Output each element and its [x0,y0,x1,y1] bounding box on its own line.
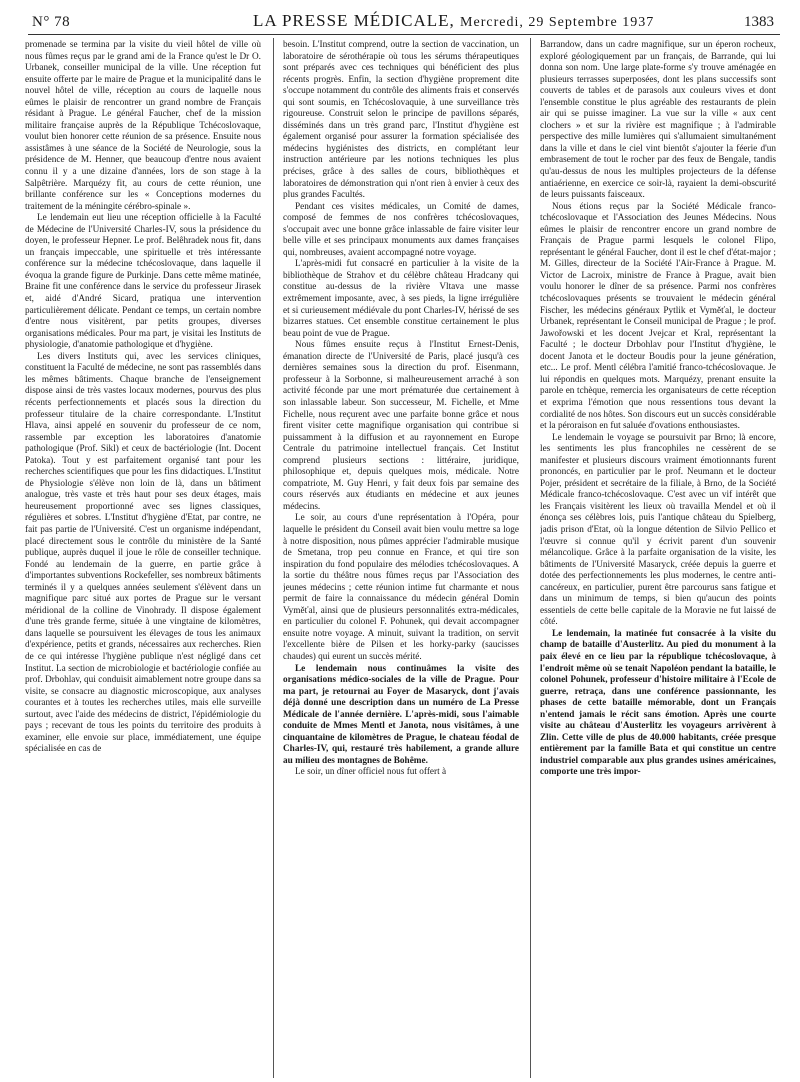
text-column-1 [25,40,261,1076]
paragraph: Nous étions reçus par la Société Médicale franco-tchécoslovaque et l'Association des Jeunes Médecins. Nous eûmes le plaisir de rencontrer encore un grand nombre de Français de Prague parmi lesquels le colonel Flipo, représentant le général Faucher, dont il est le chef d'état-major ; M. Gilles, directeur de la Société l'Air-France à Prague. M. Victor de Lacroix, ministre de France à Prague, avait bien voulu honorer le dîner de sa présence. Parmi nos confrères tchécoslovaques présents se trouvaient le médecin général Fischer, les médecins généraux Pytlik et Vyměťal, le docteur Urbanek, représentant le Conseil municipal de Prague ; le prof. Jawořowski et les docent Jvejcar et Kral, représentant la Faculté ; le docteur Drbohlav pour l'Institut d'hygiène, le docent Janota et le docteur Boudis pour la jeune génération, etc... Le prof. Mentl célébra l'amitié franco-tchécoslovaque. Je lui répondis en quelques mots. Marquézy, prenant ensuite la parole en tchèque, remercia les organisateurs de cette réception et exprima l'émotion que nous ressentions tous devant la cordialité de nos hôtes. Son discours eut un succès considérable et la péroraison en fut saluée d'ovations enthousiastes. [540,201,776,432]
header-rule [28,34,780,35]
paragraph: L'après-midi fut consacré en particulier à la visite de la bibliothèque de Strahov et du célèbre château Hradcany qui constitue au-dessus de la rivière Vltava une masse extrêmement imposante, avec, à ses pieds, la ligne irrégulière et si curieusement médiévale du pont Charles-IV, hérissé de ses bizarres statues. Cet ensemble constitue certainement le plus beau point de vue de Prague. [283,259,519,339]
paragraph: Le soir, un dîner officiel nous fut offert à [295,767,447,778]
paragraph: Les divers Instituts qui, avec les services cliniques, constituent la Faculté de médecine, ne sont pas rassemblés dans les mêmes bâtiments. Chaque branche de l'enseignement dispose ainsi de très vastes locaux modernes, pourvus des plus récents perfectionnements et placés sous la direction du professeur titulaire de la chaire correspondante. L'Institut Hlava, ainsi appelé en souvenir du professeur de ce nom, rassemble par exception les laboratoires d'anatomie pathologique (Prof. Sikl) et ceux de bactériologie (Int. Docent Patoka). Tout y est parfaitement organisé tant pour les recherches scientifiques que pour les fins didactiques. L'Institut de Physiologie s'élève non loin de là, dans un bâtiment analogue, très vaste et très haut pour ses deux étages, mais heureusement proportionné avec ses lignes classiques, régulières et sobres. L'Institut d'hygiène d'Etat, par contre, ne fait pas partie de l'Université. C'est un organisme indépendant, placé directement sous le contrôle du ministère de la Santé publique, auprès duquel il joue le rôle de conseiller technique. Fondé au lendemain de la guerre, en partie grâce à d'importantes subventions Rockefeller, ses nombreux bâtiments terminés il y a quelques années seulement s'élèvent dans un magnifique parc situé aux portes de Prague sur le versant méridional de la colline de Vinohrady. Il dispose également d'une très grande ferme, située à une vingtaine de kilomètres, dans laquelle se poursuivent les élevages de tous les animaux d'expérience, petits et grands, nécessaires aux recherches. Rien de ce qui intéresse l'hygiène publique n'est négligé dans cet Institut. La section de microbiologie et bactériologie confiée au prof. Drbohlav, qui conduisit aimablement notre groupe dans sa visite, se consacre au diagnostic microscopique, aux analyses courantes et à toutes les recherches utiles, mais elle surveille surtout, avec l'aide des médecins de district, l'épidémiologie du pays ; recevant de tous les points du territoire des produits à examiner, elle envoie sur place, immédiatement, une équipe spécialisée en cas de [25,351,261,755]
paragraph: Barrandow, dans un cadre magnifique, sur un éperon rocheux, exploré géologiquement par un français, de Barrande, qui lui donna son nom. Une large plate-forme s'y trouve aménagée en plusieurs terrasses superposées, dont les plans successifs sont couverts de tables et de parasols aux couleurs vives et dont l'ensemble constitue le plus agréable des restaurants de plein air qui se puisse imaginer. La vue sur la ville « aux cent clochers » et sur la rivière est magnifique ; à l'admirable perspective des mille lumières qui s'allumaient simultanément dans la ville et dans le ciel vint bientôt s'ajouter la féerie d'un embrasement de tout le rocher par des feux de Bengale, tandis qu'au-dessus de nous les multiples projecteurs de la défense antiaérienne, en exercice ce soir-là, rayaient la demi-obscurité de leurs puissants faisceaux. [540,40,776,201]
page-number: 1383 [744,14,774,30]
issue-date: Mercredi, 29 Septembre 1937 [460,15,655,30]
paragraph: Le lendemain le voyage se poursuivit par Brno; là encore, les sentiments les plus francophiles ne cessèrent de se manifester et plusieurs discours vraiment émotionnants furent prononcés, en particulier par le prof. Neumann et le docteur Pojer, président et secrétaire de la filiale, à Brno, de la Société Médicale franco-tchécoslovaque. C'est avec un vif intérêt que les Français visitèrent les lieux où travailla Mendel et où il énonça ses célèbres lois, puis l'antique château du Spielberg, jadis prison d'Etat, où la longue détention de Silvio Pellico et l'œuvre si connue qu'il y écrivit parent d'un souvenir mélancolique. Grâce à la parfaite organisation de la visite, les bâtiments de l'Université Masaryck, créée depuis la guerre et dotée des perfectionnements les plus modernes, le centre anti-cancéreux, en particulier, purent être parcourus sans fatigue et dans un minimum de temps, si bien qu'aucun des points essentiels de cette belle capitale de la Moravie ne fut laissé de côté. [540,432,776,628]
paragraph: Pendant ces visites médicales, un Comité de dames, composé de femmes de nos confrères tchécoslovaques, s'occupait avec une bonne grâce inlassable de faire visiter leur belle ville et ses principaux monuments aux dames françaises qui, nombreuses, avaient accompagné notre voyage. [283,201,519,258]
column-divider [530,38,531,1078]
text-column-3 [540,40,776,1076]
paragraph: Nous fûmes ensuite reçus à l'Institut Ernest-Denis, émanation directe de l'Université de Paris, placé jusqu'à ces dernières semaines sous la direction du prof. Eisenmann, professeur à la Sorbonne, si malheureusement arraché à son activité féconde par une mort prématurée due certainement à son inlassable labeur. Son successeur, M. Fichelle, et Mme Fichelle, nous reçurent avec une parfaite bonne grâce et nous firent visiter cette magnifique organisation qui contribue si puissamment à la diffusion et au rayonnement en Europe Centrale du patrimoine intellectuel français. Cet Institut comprend plusieurs sections : littéraire, juridique, philosophique et, depuis quelques mois, médicale. Notre compatriote, M. Guy Henri, y fait deux fois par semaine des cours réservés aux étudiants en médecine et aux jeunes médecins. [283,340,519,512]
column-divider [273,38,274,1078]
journal-title [253,11,654,31]
paragraph: Le lendemain, la matinée fut consacrée à la visite du champ de bataille d'Austerlitz. Au pied du monument à la paix élevé en ce lieu par la république tchécoslovaque, à l'endroit même où se tenait Napoléon pendant la bataille, le colonel Pohunek, professeur d'histoire militaire à l'Ecole de guerre, retraça, dans une conférence passionnante, les phases de cette bataille mémorable, dont un Français n'entend jamais le récit sans émotion. Après une courte visite au château d'Austerlitz les voyageurs arrivèrent à Zlin. Cette ville de plus de 40.000 habitants, créée presque entièrement par la famille Bata et qui constitue un centre industriel comparable aux plus grandes usines américaines, comporte une très impor- [540,628,776,778]
paragraph: promenade se termina par la visite du vieil hôtel de ville où nous fûmes reçus par le grand ami de la France qu'est le Dr O. Urbanek, conseiller municipal de la ville. Une réception fut ensuite offerte par le maire de Prague et la municipalité dans le nouvel hôtel de ville, réception au cours de laquelle nous eûmes le plaisir de rencontrer un grand nombre de Français résidant à Prague. Le général Faucher, chef de la mission militaire française auprès de la République Tchécoslovaque, voulut bien honorer cette réunion de sa présence. Ensuite nous assistâmes à une séance de la Société de Neurologie, sous la présidence de M. Henner, que beaucoup d'entre nous avaient connu il y a une dizaine d'années, lors de son stage à la Salpêtrière. Marquézy fit, au cours de cette réunion, une brillante conférence sur les « Conceptions modernes du traitement de la méningite cérébro-spinale ». [25,40,261,212]
paragraph: besoin. L'Institut comprend, outre la section de vaccination, un laboratoire de sérothérapie où tous les sérums thérapeutiques sont préparés avec ces techniques qui bénéficient des plus récents progrès. Enfin, la section d'hygiène proprement dite s'occupe notamment du contrôle des aliments frais et conservés qui sont soumis, en Tchécoslovaquie, à une surveillance très rigoureuse. Construit selon le principe de pavillons séparés, disséminés dans un très grand parc, l'Institut d'hygiène est également organisé pour assurer la formation spécialisée des médecins hygiénistes des districts, en complétant leur instruction antérieure par les notions techniques les plus précises, grâce à des salles de cours, bibliothèques et laboratoires de démonstration qui n'ont rien à envier à ceux des plus grandes Facultés. [283,40,519,201]
journal-name: LA PRESSE MÉDICALE, [253,11,455,30]
paragraph: Le lendemain eut lieu une réception officielle à la Faculté de Médecine de l'Université Charles-IV, sous la présidence du doyen, le professeur Hepner. Le prof. Belêhradek nous fit, dans un français impeccable, une spirituelle et très intéressante conférence sur la médecine tchécoslovaque, dans laquelle il évoqua la grande figure de Purkinje. Dans cette même matinée, Braine fit une conférence dans le service du professeur Jirasek et, aidé d'André Sicard, pratiqua une intervention particulièrement délicate. Pendant ce temps, un certain nombre d'entre nous visitèrent, par petits groupes, diverses organisations médicales. Pour ma part, je visitai les Instituts de physiologie, d'anatomie pathologique et d'hygiène. [25,213,261,351]
text-column-2 [283,40,519,1076]
paragraph: Le soir, au cours d'une représentation à l'Opéra, pour laquelle le président du Conseil avait bien voulu mettre sa loge à notre disposition, nous pûmes apprécier l'admirable musique de Smetana, trop peu connue en France, et qui tire son inspiration du fond populaire des mélodies tchécoslovaques. A la sortie du théâtre nous fûmes reçus par l'Association des jeunes médecins ; cette réunion intime fut charmante et nous permit de faire la connaissance du médecin général Domin Vyměťal, ainsi que de plusieurs personnalités extra-médicales, en particulier du colonel F. Pohunek, qui devait accompagner ensuite notre voyage. A minuit, suivant la tradition, on servit l'excellente bière de Pilsen et les horky-parky (saucisses chaudes) qui eurent un succès mérité. [283,513,519,662]
paragraph: Le lendemain nous continuâmes la visite des organisations médico-sociales de la ville de Prague. Pour ma part, je retournai au Foyer de Masaryck, dont j'avais déjà donné une description dans un numéro de La Presse Médicale de l'année dernière. L'après-midi, sous l'aimable conduite de Mmes Mentl et Janota, nous visitâmes, à une cinquantaine de kilomètres de Prague, le chateau féodal de Charles-IV, qui, restauré très habilement, a grande allure au milieu des montagnes de Bohême. [283,663,519,766]
issue-number: N° 78 [32,14,71,30]
page-header [28,6,778,34]
